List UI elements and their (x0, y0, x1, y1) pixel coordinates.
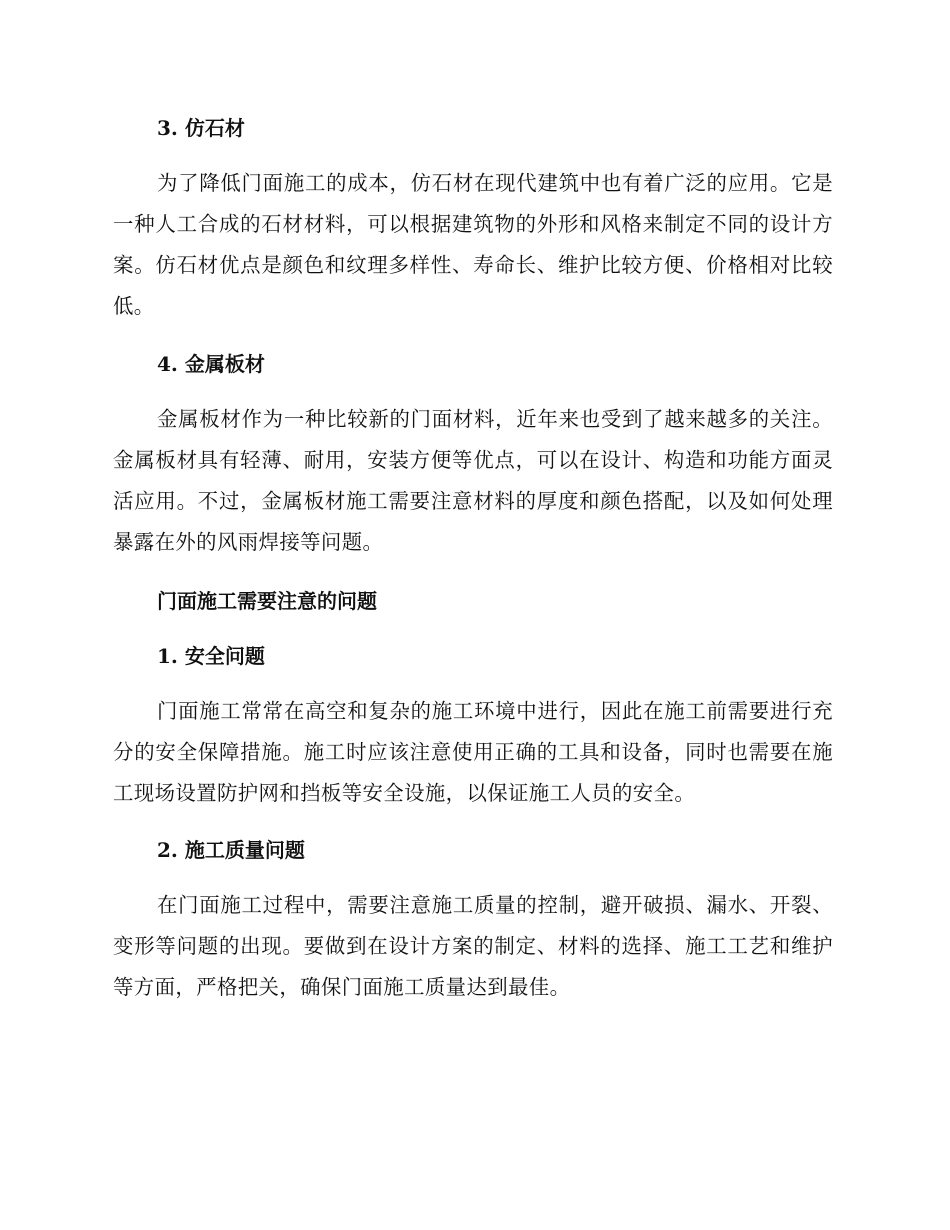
section-paragraph-safety: 门面施工常常在高空和复杂的施工环境中进行，因此在施工前需要进行充分的安全保障措施。施工时应该注意使用正确的工具和设备，同时也需要在施工现场设置防护网和挡板等安全设施，以保证施工人员的安全。 (113, 699, 833, 805)
section-paragraph-metal-panel: 金属板材作为一种比较新的门面材料，近年来也受到了越来越多的关注。金属板材具有轻薄、耐用，安装方便等优点，可以在设计、构造和功能方面灵活应用。不过，金属板材施工需要注意材料的厚度和颜色搭配，以及如何处理暴露在外的风雨焊接等问题。 (113, 407, 833, 554)
section-heading-safety: 1. 安全问题 (157, 644, 265, 668)
section-paragraph-quality: 在门面施工过程中，需要注意施工质量的控制，避开破损、漏水、开裂、变形等问题的出现。要做到在设计方案的制定、材料的选择、施工工艺和维护等方面，严格把关，确保门面施工质量达到最佳。 (113, 893, 833, 999)
section-paragraph-imitation-stone: 为了降低门面施工的成本，仿石材在现代建筑中也有着广泛的应用。它是一种人工合成的石材材料，可以根据建筑物的外形和风格来制定不同的设计方案。仿石材优点是颜色和纹理多样性、寿命长、维护比较方便、价格相对比较低。 (113, 171, 833, 318)
section-heading-construction-issues: 门面施工需要注意的问题 (157, 589, 377, 613)
section-heading-quality: 2. 施工质量问题 (157, 838, 305, 862)
section-heading-imitation-stone: 3. 仿石材 (157, 116, 245, 140)
section-heading-metal-panel: 4. 金属板材 (157, 352, 265, 376)
